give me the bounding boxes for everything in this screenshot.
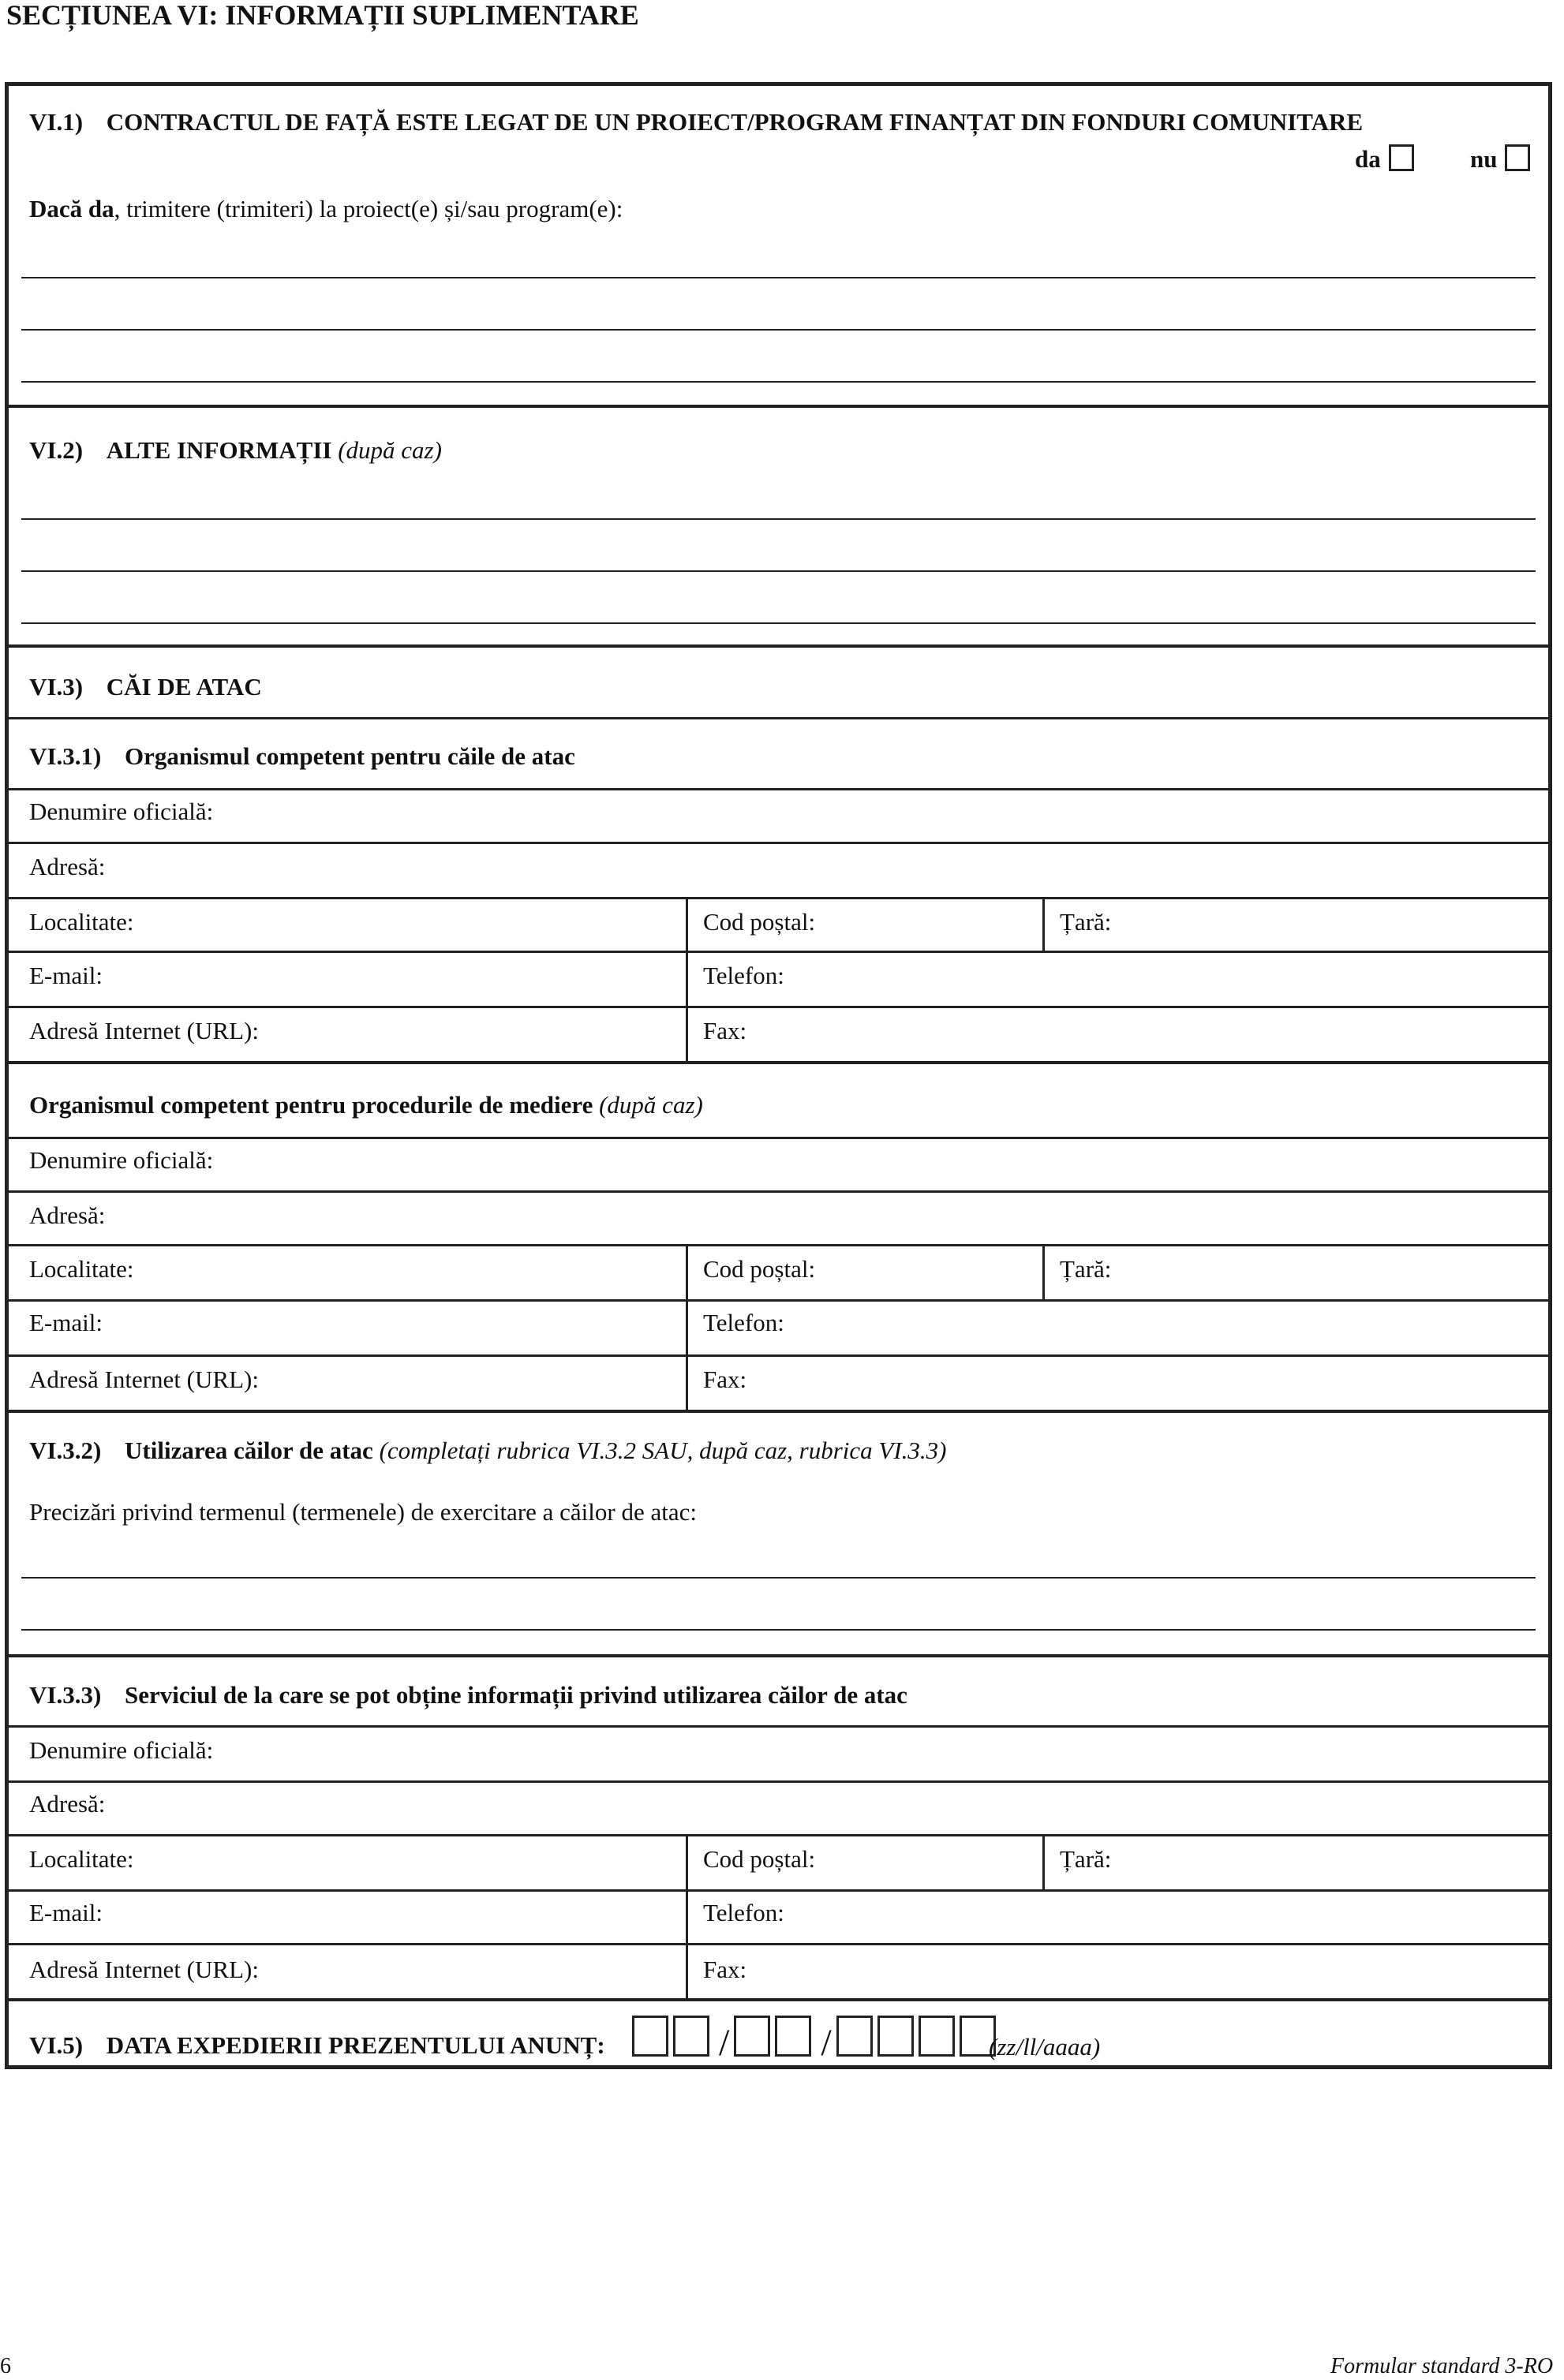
divider (9, 1998, 1548, 2001)
no-checkbox[interactable] (1505, 144, 1530, 171)
vi2-heading (29, 438, 442, 462)
vi3-title: CĂI DE ATAC (106, 673, 262, 701)
vi1-if-yes-text (29, 196, 623, 221)
vi3-heading (29, 674, 262, 699)
yes-label: da (1355, 145, 1381, 173)
month-digit-box[interactable] (734, 2016, 770, 2057)
yes-option[interactable] (1355, 144, 1414, 171)
form-frame (5, 82, 1552, 2069)
divider (9, 1943, 1548, 1945)
vi2-note: (după caz) (338, 436, 442, 464)
column-divider (686, 1244, 688, 1410)
vi31-number: VI.3.1) (29, 742, 102, 770)
address-field[interactable]: Adresă: (29, 1201, 106, 1229)
month-digit-box[interactable] (775, 2016, 811, 2057)
form-name: Formular standard 3-RO (1330, 2354, 1554, 2378)
year-digit-box[interactable] (919, 2016, 955, 2057)
address-field[interactable]: Adresă: (29, 1790, 106, 1818)
divider (9, 1061, 1548, 1064)
locality-field[interactable]: Localitate: (29, 1255, 134, 1283)
locality-field[interactable]: Localitate: (29, 1845, 134, 1873)
vi3-number: VI.3) (29, 673, 84, 701)
vi32-text: Precizări privind termenul (termenele) de exercitare a căilor de atac: (29, 1498, 697, 1526)
url-field[interactable]: Adresă Internet (URL): (29, 1017, 259, 1044)
email-field[interactable]: E-mail: (29, 1309, 103, 1336)
mediation-note: (după caz) (599, 1091, 703, 1119)
date-separator: / (821, 2022, 832, 2064)
divider (9, 1889, 1548, 1892)
divider (9, 1244, 1548, 1246)
vi1-write-line-3[interactable] (21, 381, 1536, 383)
vi5-number: VI.5) (29, 2031, 84, 2059)
vi2-title: ALTE INFORMAȚII (106, 436, 332, 464)
no-label: nu (1470, 145, 1498, 173)
vi33-title: Serviciul de la care se pot obține informații privind utilizarea căilor de atac (125, 1681, 907, 1709)
vi31-heading (29, 744, 575, 768)
divider (9, 788, 1548, 790)
official-name-field[interactable]: Denumire oficială: (29, 1146, 214, 1174)
if-yes-rest: , trimitere (trimiteri) la proiect(e) și/sau program(e): (114, 195, 623, 222)
divider (9, 897, 1548, 899)
postal-code-field[interactable]: Cod poștal: (703, 1255, 816, 1283)
divider (9, 1780, 1548, 1783)
vi5-title: DATA EXPEDIERII PREZENTULUI ANUNȚ: (106, 2031, 605, 2059)
vi2-number: VI.2) (29, 436, 84, 464)
vi5-heading (29, 2033, 605, 2057)
vi1-write-line-2[interactable] (21, 329, 1536, 331)
vi32-number: VI.3.2) (29, 1437, 102, 1464)
no-option[interactable] (1470, 144, 1530, 171)
official-name-field[interactable]: Denumire oficială: (29, 798, 214, 825)
fax-field[interactable]: Fax: (703, 1366, 747, 1393)
mediation-title: Organismul competent pentru procedurile de mediere (29, 1091, 593, 1119)
phone-field[interactable]: Telefon: (703, 1899, 784, 1926)
fax-field[interactable]: Fax: (703, 1017, 747, 1044)
page-number: 6 (0, 2354, 11, 2378)
vi31-title: Organismul competent pentru căile de atac (125, 742, 575, 770)
mediation-heading (29, 1093, 703, 1117)
fax-field[interactable]: Fax: (703, 1956, 747, 1983)
url-field[interactable]: Adresă Internet (URL): (29, 1366, 259, 1393)
column-divider (1042, 897, 1045, 951)
divider (9, 951, 1548, 953)
divider (9, 1299, 1548, 1302)
vi1-title: CONTRACTUL DE FAȚĂ ESTE LEGAT DE UN PROIECT/PROGRAM FINANȚAT DIN FONDURI COMUNITARE (106, 108, 1364, 136)
vi32-note: (completați rubrica VI.3.2 SAU, după caz, rubrica VI.3.3) (379, 1437, 947, 1464)
phone-field[interactable]: Telefon: (703, 962, 784, 989)
vi2-write-line-3[interactable] (21, 622, 1536, 624)
divider (9, 1725, 1548, 1728)
divider (9, 405, 1548, 408)
year-digit-box[interactable] (836, 2016, 873, 2057)
date-format-hint: (zz/ll/aaaa) (989, 2033, 1101, 2061)
locality-field[interactable]: Localitate: (29, 908, 134, 936)
email-field[interactable]: E-mail: (29, 962, 103, 989)
vi32-write-line-2[interactable] (21, 1629, 1536, 1631)
vi33-heading (29, 1683, 907, 1707)
day-digit-box[interactable] (632, 2016, 668, 2057)
vi1-heading (29, 110, 1363, 134)
divider (9, 1006, 1548, 1008)
yes-checkbox[interactable] (1389, 144, 1414, 171)
postal-code-field[interactable]: Cod poștal: (703, 908, 816, 936)
divider (9, 1190, 1548, 1193)
vi33-number: VI.3.3) (29, 1681, 102, 1709)
country-field[interactable]: Țară: (1060, 908, 1112, 936)
if-yes-bold: Dacă da (29, 195, 114, 222)
divider (9, 1354, 1548, 1357)
country-field[interactable]: Țară: (1060, 1255, 1112, 1283)
divider (9, 842, 1548, 844)
divider (9, 717, 1548, 719)
vi2-write-line-1[interactable] (21, 518, 1536, 520)
vi2-write-line-2[interactable] (21, 570, 1536, 572)
date-separator: / (719, 2022, 730, 2064)
divider (9, 1410, 1548, 1413)
column-divider (1042, 1244, 1045, 1299)
phone-field[interactable]: Telefon: (703, 1309, 784, 1336)
vi32-heading (29, 1438, 947, 1463)
day-digit-box[interactable] (673, 2016, 709, 2057)
url-field[interactable]: Adresă Internet (URL): (29, 1956, 259, 1983)
divider (9, 1834, 1548, 1836)
section-title: SECȚIUNEA VI: INFORMAȚII SUPLIMENTARE (6, 0, 639, 31)
column-divider (1042, 1834, 1045, 1889)
email-field[interactable]: E-mail: (29, 1899, 103, 1926)
postal-code-field[interactable]: Cod poștal: (703, 1845, 816, 1873)
divider (9, 1137, 1548, 1139)
vi1-number: VI.1) (29, 108, 84, 136)
column-divider (686, 1834, 688, 1998)
country-field[interactable]: Țară: (1060, 1845, 1112, 1873)
official-name-field[interactable]: Denumire oficială: (29, 1736, 214, 1764)
vi32-write-line-1[interactable] (21, 1577, 1536, 1579)
address-field[interactable]: Adresă: (29, 853, 106, 880)
divider (9, 645, 1548, 648)
date-input[interactable] (632, 2016, 1001, 2062)
column-divider (686, 897, 688, 1061)
year-digit-box[interactable] (877, 2016, 914, 2057)
divider (9, 1654, 1548, 1657)
vi32-title: Utilizarea căilor de atac (125, 1437, 373, 1464)
vi1-write-line-1[interactable] (21, 277, 1536, 278)
